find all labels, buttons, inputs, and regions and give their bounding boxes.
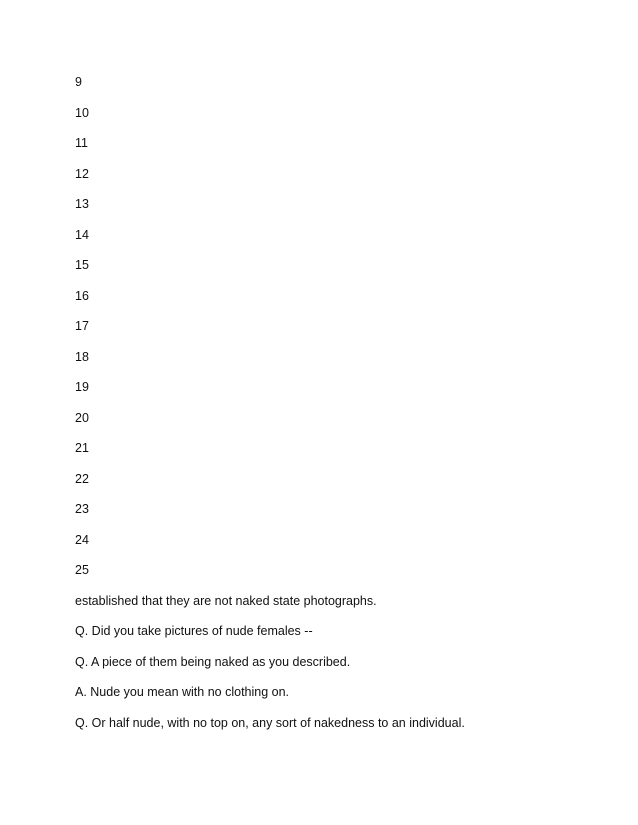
transcript-line: Q. Or half nude, with no top on, any sort of nakedness to an individual.	[75, 716, 465, 730]
line-number: 11	[75, 136, 88, 150]
line-number: 25	[75, 563, 89, 577]
line-number: 16	[75, 289, 89, 303]
line-number: 19	[75, 380, 89, 394]
transcript-line: Q. Did you take pictures of nude females --	[75, 624, 313, 638]
transcript-line: established that they are not naked state photographs.	[75, 594, 377, 608]
line-number: 23	[75, 502, 89, 516]
line-number: 12	[75, 167, 89, 181]
line-number: 13	[75, 197, 89, 211]
line-number: 24	[75, 533, 89, 547]
line-number: 15	[75, 258, 89, 272]
line-number: 17	[75, 319, 89, 333]
line-number: 22	[75, 472, 89, 486]
line-number: 10	[75, 106, 89, 120]
line-number: 21	[75, 441, 89, 455]
line-number: 14	[75, 228, 89, 242]
line-number: 9	[75, 75, 82, 89]
transcript-line: Q. A piece of them being naked as you described.	[75, 655, 351, 669]
transcript-line: A. Nude you mean with no clothing on.	[75, 685, 290, 699]
line-number: 18	[75, 350, 89, 364]
line-number: 20	[75, 411, 89, 425]
